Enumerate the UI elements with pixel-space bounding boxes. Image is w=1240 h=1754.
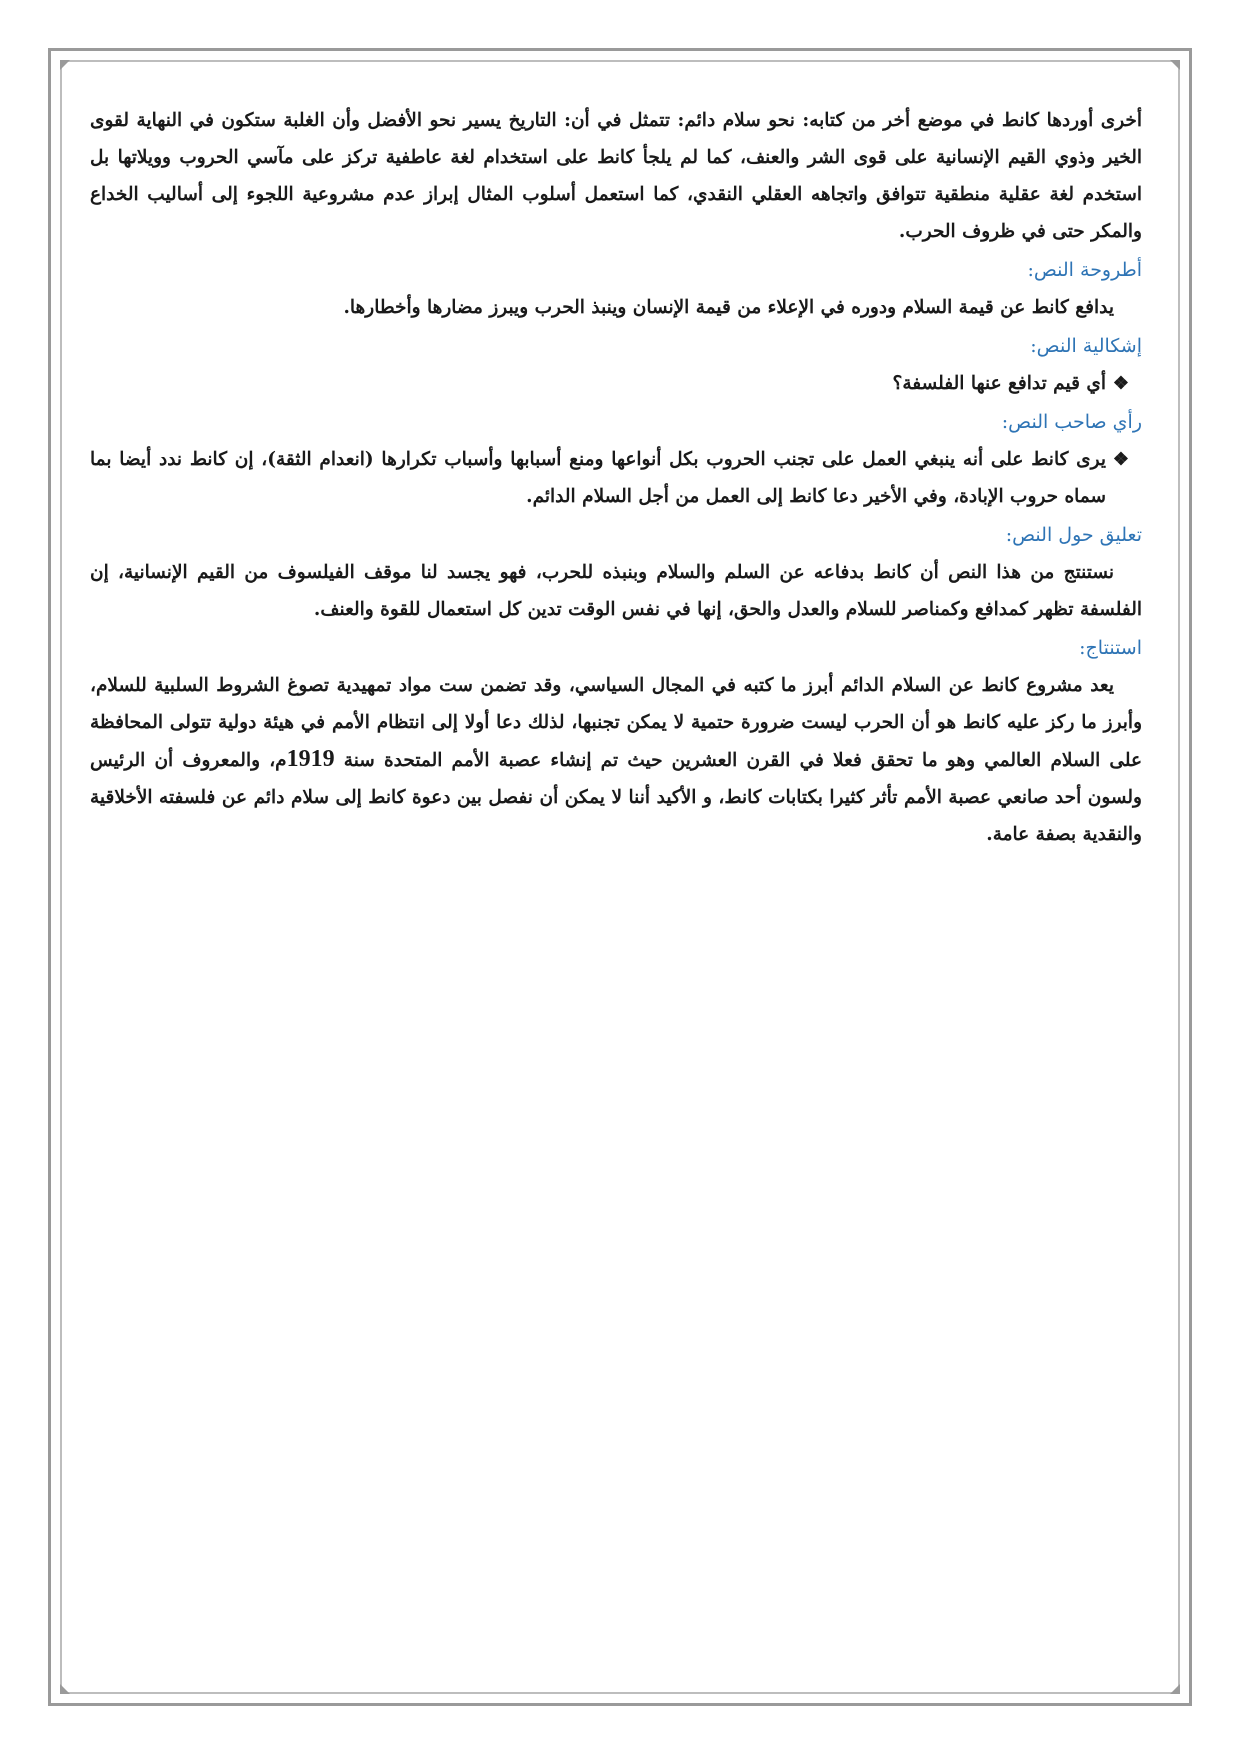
corner-ornament-top-left — [60, 60, 70, 70]
corner-ornament-top-right — [1170, 60, 1180, 70]
commentary-heading: تعليق حول النص: — [1005, 524, 1142, 546]
conclusion-heading: استنتاج: — [1079, 637, 1142, 659]
opinion-heading: رأي صاحب النص: — [1001, 411, 1142, 433]
diamond-bullet-icon: ❖ — [1112, 449, 1130, 470]
corner-ornament-bottom-right — [1170, 1684, 1180, 1694]
commentary-paragraph: نستنتج من هذا النص أن كانط بدفاعه عن السلم والسلام وبنبذه للحرب، فهو يجسد لنا موقف الفيلسوف من القيم الإنسانية، إن الفلسفة تظهر كمدافع وكمناصر للسلام والعدل والحق، إنها في نفس الوقت تدين كل استعمال للقوة والعنف. — [90, 562, 1142, 620]
opinion-bullet-item — [90, 441, 1142, 515]
conclusion-year: 1919 — [286, 746, 335, 772]
opinion-text: يرى كانط على أنه ينبغي العمل على تجنب الحروب بكل أنواعها ومنع أسبابها وأسباب تكرارها (انعدام الثقة)، إن كانط ندد أيضا بما سماه حروب الإبادة، وفي الأخير دعا كانط إلى العمل من أجل السلام الدائم. — [90, 449, 1106, 507]
corner-ornament-bottom-left — [60, 1684, 70, 1694]
diamond-bullet-icon: ❖ — [1112, 373, 1130, 394]
thesis-paragraph: يدافع كانط عن قيمة السلام ودوره في الإعلاء من قيمة الإنسان وينبذ الحرب ويبرز مضارها وأخطارها. — [343, 297, 1114, 318]
problem-question: أي قيم تدافع عنها الفلسفة؟ — [892, 373, 1106, 394]
problem-bullet-item — [90, 365, 1142, 402]
thesis-heading: أطروحة النص: — [1027, 259, 1142, 281]
conclusion-text-part-1: يعد مشروع كانط عن السلام الدائم أبرز ما كتبه في المجال السياسي، وقد تضمن ست مواد تمهيدية تصوغ الشروط السلبية للسلام، وأبرز ما ركز عليه كانط هو أن الحرب ليست ضرورة حتمية لا يمكن تجنبها، لذلك دعا أولا إلى انتظام الأمم في هيئة دولية تتولى المحافظة على السلام العالمي وهو ما تحقق فعلا في القرن العشرين حيث تم إنشاء عصبة الأمم المتحدة سنة — [90, 675, 1142, 771]
document-body — [90, 102, 1142, 853]
conclusion-text-part-2: م، والمعروف أن الرئيس ولسون أحد صانعي عصبة الأمم تأثر كثيرا بكتابات كانط، و الأكيد أننا لا يمكن أن نفصل بين دعوة كانط إلى سلام دائم عن فلسفته الأخلاقية والنقدية بصفة عامة. — [90, 750, 1142, 845]
problem-heading: إشكالية النص: — [1030, 335, 1142, 357]
conclusion-paragraph — [90, 667, 1142, 853]
intro-paragraph: أخرى أوردها كانط في موضع أخر من كتابه: نحو سلام دائم: تتمثل في أن: التاريخ يسير نحو الأفضل وأن الغلبة ستكون في النهاية لقوى الخير وذوي القيم الإنسانية على قوى الشر والعنف، كما لم يلجأ كانط على استخدام لغة عاطفية تركز على مآسي الحروب وويلاتها بل استخدم لغة عقلية منطقية تتوافق واتجاهه العقلي النقدي، كما استعمل أسلوب المثال إبراز عدم مشروعية اللجوء إلى أساليب الخداع والمكر حتى في ظروف الحرب. — [90, 110, 1142, 242]
